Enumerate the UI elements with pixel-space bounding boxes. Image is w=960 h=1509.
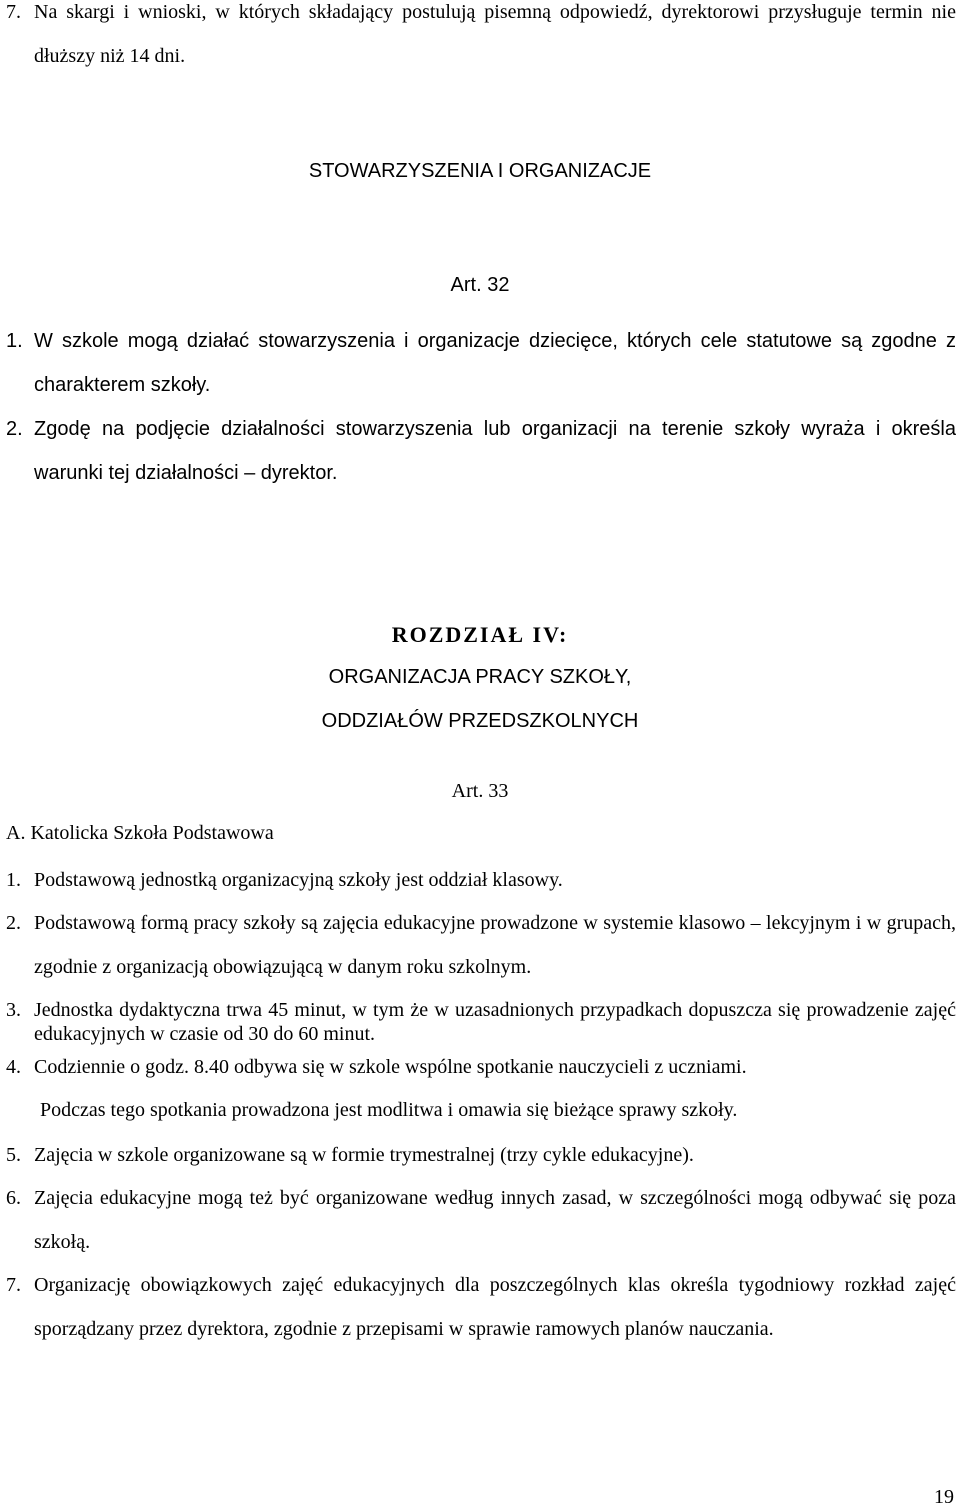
item-text: Jednostka dydaktyczna trwa 45 minut, w tym że w uzasadnionych przypadkach dopuszcza się prowadzenie zajęć edukacyjnych w czasie od 30 do 60 minut. <box>34 999 956 1045</box>
item-text: Zajęcia w szkole organizowane są w formie trymestralnej (trzy cykle edukacyjne). <box>34 1144 694 1166</box>
list-item <box>6 1133 956 1177</box>
list-item <box>6 998 956 1046</box>
item-continuation: Podczas tego spotkania prowadzona jest modlitwa i omawia się bieżące sprawy szkoły. <box>40 1099 738 1121</box>
list-item <box>6 1263 956 1351</box>
item-text: Na skargi i wnioski, w których składający postulują pisemną odpowiedź, dyrektorowi przysługuje termin nie dłuższy niż 14 dni. <box>34 1 956 67</box>
item-text: Zajęcia edukacyjne mogą też być organizowane według innych zasad, w szczególności mogą odbywać się poza szkołą. <box>34 1187 956 1253</box>
item-text: Podstawową formą pracy szkoły są zajęcia edukacyjne prowadzone w systemie klasowo – lekcyjnym i w grupach, zgodnie z organizacją obowiązującą w danym roku szkolnym. <box>34 912 956 978</box>
item-text: Zgodę na podjęcie działalności stowarzyszenia lub organizacji na terenie szkoły wyraża i określa warunki tej działalności – dyrektor. <box>34 418 956 484</box>
chapter-title-line1: ORGANIZACJA PRACY SZKOŁY, <box>328 666 632 688</box>
item-number: 6. <box>6 1187 21 1209</box>
subsection-heading: A. Katolicka Szkoła Podstawowa <box>6 822 274 844</box>
item-text: Organizację obowiązkowych zajęć edukacyjnych dla poszczególnych klas określa tygodniowy rozkład zajęć sporządzany przez dyrektora, zgodnie z przepisami w sprawie ramowych planów nauczania. <box>34 1274 956 1340</box>
list-item <box>6 858 956 902</box>
item-text: W szkole mogą działać stowarzyszenia i organizacje dziecięce, których cele statutowe są zgodne z charakterem szkoły. <box>34 330 956 396</box>
item-number: 4. <box>6 1056 21 1078</box>
item-text: Podstawową jednostką organizacyjną szkoły jest oddział klasowy. <box>34 869 563 891</box>
list-item <box>6 1045 956 1089</box>
item-number: 5. <box>6 1144 21 1166</box>
article-title: Art. 32 <box>450 274 510 296</box>
item-number: 2. <box>6 912 21 934</box>
item-number: 7. <box>6 1274 21 1296</box>
list-item <box>6 901 956 989</box>
item-text: Codziennie o godz. 8.40 odbywa się w szkole wspólne spotkanie nauczycieli z uczniami. <box>34 1056 747 1078</box>
item-number: 2. <box>6 418 23 440</box>
item-number: 3. <box>6 999 21 1021</box>
chapter-title-line2: ODDZIAŁÓW PRZEDSZKOLNYCH <box>321 710 639 732</box>
chapter-label: ROZDZIAŁ IV: <box>391 622 569 647</box>
list-item <box>6 407 956 495</box>
section-heading: STOWARZYSZENIA I ORGANIZACJE <box>308 160 652 182</box>
page-number: 19 <box>934 1486 954 1508</box>
list-item <box>6 319 956 407</box>
item-number: 7. <box>6 1 21 23</box>
list-item <box>6 1176 956 1264</box>
item-number: 1. <box>6 330 23 352</box>
article-title: Art. 33 <box>451 780 509 802</box>
list-item <box>6 0 956 78</box>
item-number: 1. <box>6 869 21 891</box>
